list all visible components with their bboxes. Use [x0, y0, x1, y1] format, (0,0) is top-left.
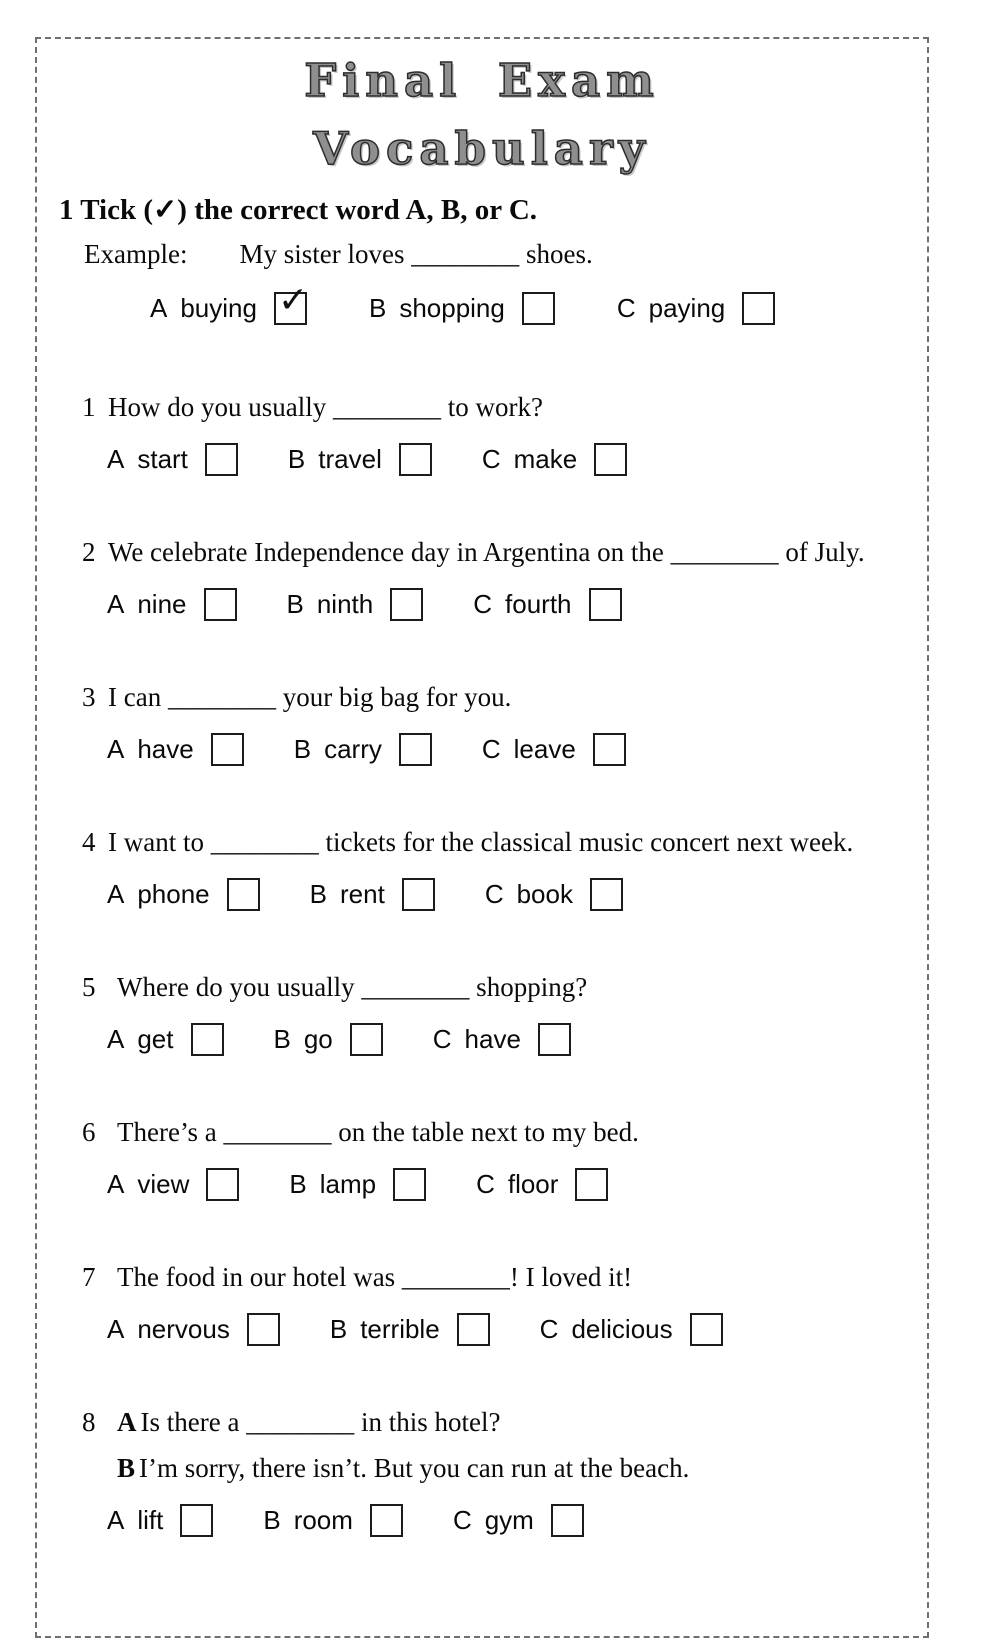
option [453, 1504, 584, 1537]
option-word: nine [137, 588, 187, 619]
answer-checkbox[interactable] [191, 1023, 224, 1056]
option-word: nervous [137, 1313, 230, 1344]
option-letter: A [107, 588, 125, 619]
option-letter: C [481, 733, 501, 764]
question-number: 1 [82, 392, 96, 422]
option-word: lamp [319, 1168, 377, 1199]
question-block [82, 533, 927, 627]
title-line-2: Vocabulary [313, 122, 651, 175]
option [107, 1023, 224, 1056]
option-word: start [137, 443, 188, 474]
answer-checkbox[interactable] [393, 1168, 426, 1201]
option [294, 733, 432, 766]
question-block [82, 1113, 927, 1207]
options-row [107, 726, 927, 772]
option [107, 878, 260, 911]
option [473, 588, 621, 621]
question-number: 4 [82, 827, 96, 857]
answer-checkbox[interactable] [589, 588, 622, 621]
answer-checkbox[interactable] [205, 443, 238, 476]
options-row [107, 1497, 927, 1543]
option [107, 588, 237, 621]
option [274, 1023, 383, 1056]
answer-checkbox[interactable] [204, 588, 237, 621]
option-word: lift [137, 1504, 164, 1535]
answer-checkbox[interactable] [206, 1168, 239, 1201]
question-block [82, 1403, 927, 1543]
option-word: leave [513, 733, 576, 764]
option-word: have [137, 733, 194, 764]
option-letter: B [289, 1168, 307, 1199]
option-letter: B [368, 292, 387, 323]
option-letter: B [286, 588, 304, 619]
option [107, 1313, 280, 1346]
option-word: terrible [360, 1313, 440, 1344]
question-block [82, 388, 927, 482]
option-letter: A [107, 1168, 125, 1199]
option-letter: B [329, 1313, 348, 1344]
question-number: 6 [82, 1117, 96, 1147]
option [107, 1504, 213, 1537]
option-word: view [137, 1168, 190, 1199]
answer-checkbox[interactable] [274, 279, 309, 325]
option-letter: B [293, 733, 312, 764]
worksheet-title [37, 47, 927, 183]
question-block [82, 1258, 927, 1352]
option-letter: C [484, 878, 504, 909]
question-line [82, 823, 927, 861]
option-word: gym [484, 1504, 534, 1535]
worksheet-page [35, 37, 929, 1638]
option [107, 733, 244, 766]
answer-checkbox[interactable] [593, 733, 626, 766]
options-row [107, 581, 927, 627]
answer-checkbox[interactable] [522, 292, 555, 325]
question-text: We celebrate Independence day in Argentina on the ________ of July. [108, 537, 865, 567]
option-word: book [516, 878, 573, 909]
option-word: make [513, 443, 578, 474]
option-word: carry [324, 733, 382, 764]
option [107, 1168, 239, 1201]
title-line-1: Final Exam [304, 54, 660, 107]
answer-checkbox[interactable] [742, 292, 775, 325]
option [617, 292, 775, 325]
answer-checkbox[interactable] [390, 588, 423, 621]
example-options-row [150, 279, 927, 331]
option-letter: C [616, 292, 636, 323]
option-letter: A [107, 733, 125, 764]
question-number: 2 [82, 537, 96, 567]
answer-checkbox[interactable] [227, 878, 260, 911]
question-text: Is there a ________ in this hotel? [140, 1407, 501, 1437]
example-sentence-row [84, 235, 927, 273]
check-icon: ✓ [277, 279, 309, 321]
option-letter: B [287, 443, 306, 474]
answer-checkbox[interactable] [180, 1504, 213, 1537]
option-word: ninth [316, 588, 374, 619]
section-instruction: 1 Tick (✓) the correct word A, B, or C. [59, 194, 538, 226]
answer-checkbox[interactable] [590, 878, 623, 911]
option-word: phone [137, 878, 210, 909]
option-letter: A [107, 443, 125, 474]
question-text: I can ________ your big bag for you. [108, 682, 512, 712]
dialog-speaker-label: B [117, 1453, 136, 1483]
option [482, 443, 627, 476]
answer-checkbox[interactable] [575, 1168, 608, 1201]
option-word: travel [318, 443, 382, 474]
question-text: I want to ________ tickets for the classical music concert next week. [108, 827, 854, 857]
question-number: 8 [82, 1407, 96, 1437]
option [482, 733, 626, 766]
options-row [107, 1016, 927, 1062]
option [476, 1168, 608, 1201]
option-letter: C [476, 1168, 495, 1199]
answer-checkbox[interactable] [247, 1313, 280, 1346]
option [433, 1023, 571, 1056]
question-line [82, 968, 927, 1006]
question-line [82, 1258, 927, 1296]
question-line [82, 1403, 927, 1441]
question-text: There’s a ________ on the table next to my bed. [117, 1117, 639, 1147]
question-line [82, 1449, 927, 1487]
options-row [107, 1306, 927, 1352]
option-word: rent [340, 878, 385, 909]
question-text: Where do you usually ________ shopping? [117, 972, 588, 1002]
answer-checkbox[interactable] [538, 1023, 571, 1056]
option [287, 588, 424, 621]
option-word: delicious [571, 1313, 673, 1344]
answer-checkbox[interactable] [594, 443, 627, 476]
question-number: 5 [82, 972, 96, 1002]
option-letter: B [273, 1023, 291, 1054]
option [289, 1168, 426, 1201]
answer-checkbox[interactable] [457, 1313, 490, 1346]
option [107, 443, 238, 476]
question-text: I’m sorry, there isn’t. But you can run at the beach. [139, 1453, 690, 1483]
option-letter: C [481, 443, 501, 474]
question-number: 7 [82, 1262, 96, 1292]
answer-checkbox[interactable] [399, 443, 432, 476]
question-text: How do you usually ________ to work? [108, 392, 543, 422]
example-label: Example: [84, 239, 188, 269]
option-letter: A [107, 878, 125, 909]
answer-checkbox[interactable] [350, 1023, 383, 1056]
option-word: shopping [399, 292, 505, 323]
option-letter: A [107, 1504, 125, 1535]
option [330, 1313, 490, 1346]
option-letter: C [432, 1023, 452, 1054]
question-line [82, 533, 927, 571]
question-block [82, 823, 927, 917]
example-sentence: My sister loves ________ shoes. [239, 239, 593, 269]
option [263, 1504, 403, 1537]
questions-list [37, 388, 927, 1543]
option-word: room [293, 1504, 353, 1535]
option-word: floor [507, 1168, 559, 1199]
option [288, 443, 432, 476]
option-letter: C [539, 1313, 559, 1344]
option-letter: C [452, 1504, 472, 1535]
answer-checkbox[interactable] [399, 733, 432, 766]
option-letter: A [150, 292, 168, 323]
option [150, 279, 309, 325]
options-row [107, 1161, 927, 1207]
options-row [107, 871, 927, 917]
option-word: buying [180, 292, 257, 323]
question-text: The food in our hotel was ________! I loved it! [117, 1262, 633, 1292]
option-word: paying [648, 292, 726, 323]
question-block [82, 678, 927, 772]
option-letter: B [309, 878, 327, 909]
answer-checkbox[interactable] [370, 1504, 403, 1537]
option [540, 1313, 723, 1346]
question-number: 3 [82, 682, 96, 712]
dialog-speaker-label: A [117, 1407, 137, 1437]
option-word: get [137, 1023, 174, 1054]
question-line [82, 678, 927, 716]
answer-checkbox[interactable] [551, 1504, 584, 1537]
option [369, 292, 555, 325]
option [485, 878, 623, 911]
answer-checkbox[interactable] [211, 733, 244, 766]
option-letter: C [473, 588, 493, 619]
option [310, 878, 435, 911]
option-word: have [464, 1023, 521, 1054]
option-letter: A [107, 1313, 125, 1344]
answer-checkbox[interactable] [690, 1313, 723, 1346]
question-block [82, 968, 927, 1062]
option-word: go [303, 1023, 333, 1054]
options-row [107, 436, 927, 482]
option-letter: B [263, 1504, 281, 1535]
question-line [82, 1113, 927, 1151]
question-line [82, 388, 927, 426]
option-letter: A [107, 1023, 125, 1054]
answer-checkbox[interactable] [402, 878, 435, 911]
option-word: fourth [505, 588, 572, 619]
